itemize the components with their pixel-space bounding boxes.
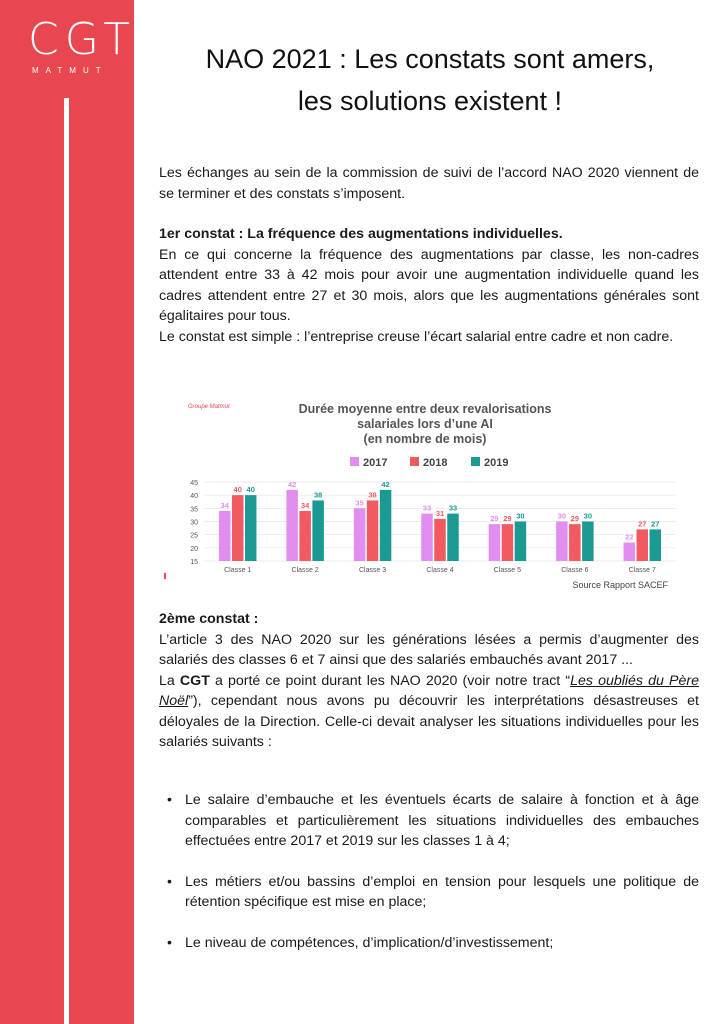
legend-label: 2017 <box>363 457 388 469</box>
y-tick-label: 15 <box>190 559 198 566</box>
bar <box>286 490 298 561</box>
bar <box>421 514 433 561</box>
bar <box>245 495 257 561</box>
chart-title-line: (en nombre de mois) <box>363 432 487 446</box>
title-line-2: les solutions existent ! <box>297 86 563 116</box>
y-tick-label: 30 <box>190 519 198 527</box>
y-tick-label: 25 <box>190 532 198 540</box>
x-tick-label: Classe 3 <box>358 567 387 574</box>
constat-1-conclusion: Le constat est simple : l’entreprise creuse l’écart salarial entre cadre et non cadre. <box>159 328 674 345</box>
text-segment: ”), cependant nous avons pu découvrir les interprétations désastreuses et déloyales de la Direction. Celle-ci devait analyser les situations individuelles pour les salariés suivants : <box>159 693 699 750</box>
bar-data-label: 30 <box>557 511 567 521</box>
bar <box>582 522 594 562</box>
cgt-logo: CGT <box>28 14 137 65</box>
sidebar <box>0 0 137 1024</box>
chart-marker <box>164 573 166 579</box>
constat-1-heading: 1er constat : La fréquence des augmentations individuelles. <box>159 226 563 242</box>
bar-data-label: 30 <box>516 511 525 521</box>
bar-data-label: 40 <box>233 485 242 495</box>
bar-data-label: 38 <box>368 490 377 500</box>
bar <box>502 524 514 561</box>
bar <box>489 524 501 561</box>
list-item-text: Le niveau de compétences, d’implication/d’investissement; <box>185 934 554 951</box>
list-item <box>163 872 699 913</box>
tract-link[interactable]: Les oubliés du Père Noël <box>159 672 699 709</box>
bar <box>219 511 231 561</box>
bar-data-label: 38 <box>313 490 323 500</box>
bar <box>650 529 662 561</box>
bar-data-label: 29 <box>490 514 499 524</box>
list-item-text: Les métiers et/ou bassins d’emploi en tension pour lesquels une politique de rétention spécifique est mise en place; <box>185 873 699 910</box>
x-tick-label: Classe 1 <box>224 567 252 574</box>
bar-data-label: 22 <box>625 532 634 542</box>
legend-label: 2019 <box>484 457 509 469</box>
chart-duration-between-raises <box>160 395 680 595</box>
bullet-icon: • <box>167 792 172 808</box>
bar-data-label: 34 <box>300 500 310 510</box>
constat-2-heading: 2ème constat : <box>159 611 259 627</box>
x-tick-label: Classe 4 <box>426 567 454 574</box>
list-item <box>163 933 699 954</box>
bar-data-label: 27 <box>651 519 660 529</box>
list-item-text: Le salaire d’embauche et les éventuels écarts de salaire à fonction et à âge comparables et particulièrement les situations individuelles des embauches effectuées entre 2017 et 2019 sur les classes 1 à 4; <box>185 792 699 849</box>
bar <box>354 508 366 561</box>
y-tick-label: 45 <box>190 480 198 487</box>
constat-2-paragraph-2 <box>159 671 699 753</box>
chart-brand-label: Groupe Matmut <box>188 404 230 410</box>
bar-data-label: 33 <box>422 503 432 513</box>
page-title <box>150 38 710 122</box>
bullet-icon: • <box>167 873 172 890</box>
bar-data-label: 40 <box>246 485 255 495</box>
chart-title-line: Durée moyenne entre deux revalorisations <box>298 402 552 416</box>
cgt-name: CGT <box>179 672 210 689</box>
y-tick-label: 40 <box>190 493 198 501</box>
title-line-1: NAO 2021 : Les constats sont amers, <box>205 44 655 74</box>
constat-1-paragraph: En ce qui concerne la fréquence des augmentations par classe, les non-cadres attendent entre 33 à 42 mois pour avoir une augmentation individuelle quand les cadres attendent entre 27 et 30 mois, alors que les augmentations générales sont égalitaires pour tous. <box>159 246 699 324</box>
bar <box>624 543 636 561</box>
intro-paragraph: Les échanges au sein de la commission de suivi de l’accord NAO 2020 viennent de se terminer et des constats s’imposent. <box>159 165 699 202</box>
bar <box>515 522 527 562</box>
bar-data-label: 34 <box>220 500 229 510</box>
x-tick-label: Classe 2 <box>291 567 319 574</box>
bar-data-label: 29 <box>570 514 580 524</box>
bar <box>447 514 459 561</box>
sidebar-divider <box>64 98 69 1024</box>
constat-2-section <box>159 609 699 753</box>
legend-swatch <box>410 457 419 466</box>
text-segment: a porté ce point durant les NAO 2020 (voir notre tract “ <box>209 672 571 689</box>
list-item <box>163 790 699 852</box>
bar <box>312 500 324 561</box>
logo-subtitle: MATMUT <box>32 66 108 75</box>
legend-label: 2018 <box>423 457 448 469</box>
chart-title-line: salariales lors d’une AI <box>357 417 493 431</box>
criteria-list <box>163 790 699 953</box>
legend-swatch <box>350 457 359 466</box>
bar-data-label: 29 <box>503 514 512 524</box>
bar <box>556 522 568 562</box>
bar-data-label: 35 <box>355 498 364 508</box>
constat-1-section <box>159 224 699 347</box>
bullet-icon: • <box>167 934 172 951</box>
text-segment: La <box>159 672 180 689</box>
chart-source: Source Rapport SACEF <box>572 580 668 590</box>
bar <box>380 490 392 561</box>
constat-2-paragraph-1: L’article 3 des NAO 2020 sur les générations lésées a permis d’augmenter des salariés des classes 6 et 7 ainsi que des salariés embauchés avant 2017 ... <box>159 631 699 668</box>
bar <box>232 495 244 561</box>
bar-data-label: 33 <box>448 503 458 513</box>
x-tick-label: Classe 7 <box>628 567 656 574</box>
bar-data-label: 31 <box>435 508 445 518</box>
bar <box>299 511 311 561</box>
y-tick-label: 35 <box>190 506 198 514</box>
bar-data-label: 42 <box>287 479 297 489</box>
bar <box>434 519 446 561</box>
bar <box>569 524 581 561</box>
x-tick-label: Classe 6 <box>561 567 589 574</box>
bar-data-label: 27 <box>638 519 647 529</box>
x-tick-label: Classe 5 <box>493 567 522 574</box>
bar <box>637 529 649 561</box>
bar <box>367 500 379 561</box>
bar-data-label: 30 <box>583 511 593 521</box>
legend-swatch <box>471 457 480 466</box>
bar-data-label: 42 <box>381 479 390 489</box>
y-tick-label: 20 <box>190 545 198 553</box>
